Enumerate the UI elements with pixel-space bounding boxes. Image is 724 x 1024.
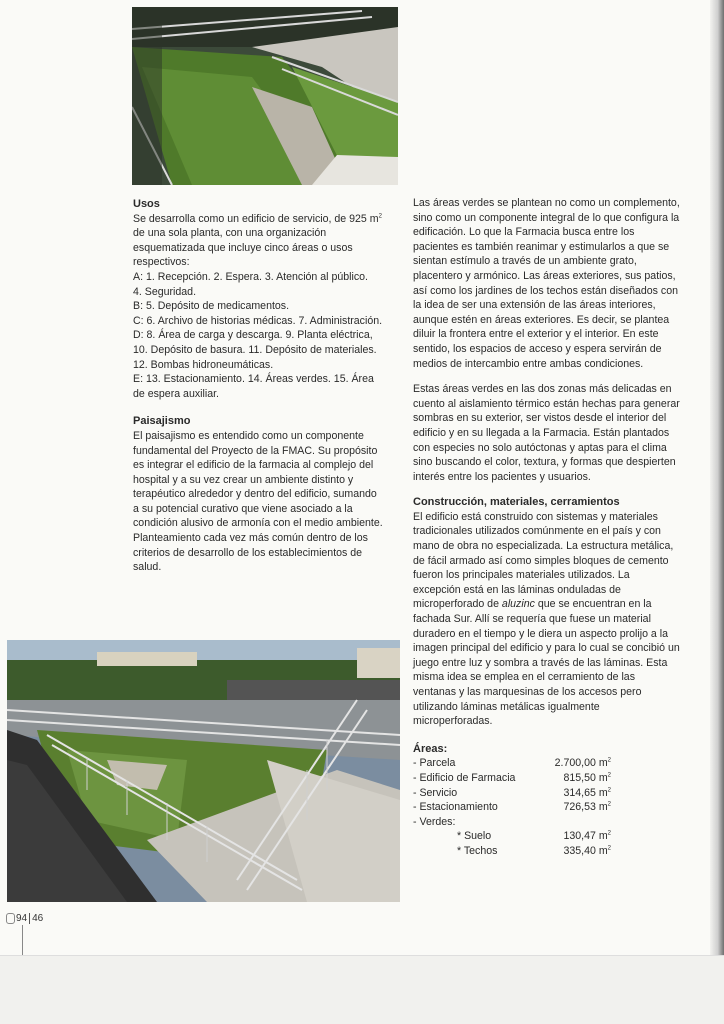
page-binding-edge xyxy=(710,0,724,1023)
area-label: - Estacionamiento xyxy=(413,801,498,814)
folio-right: 46 xyxy=(32,913,44,925)
garden-railings-photo xyxy=(7,640,400,902)
area-label: - Servicio xyxy=(413,786,458,799)
usos-intro-sup: 2 xyxy=(378,213,382,220)
area-value xyxy=(563,829,611,844)
usos-group-a: A: 1. Recepción. 2. Espera. 3. Atención al público. xyxy=(133,270,368,283)
usos-intro-part1: Se desarrolla como un edificio de servicio, de 925 m xyxy=(133,212,379,225)
right-text-column xyxy=(413,196,680,859)
publisher-logo-icon xyxy=(6,913,15,924)
sombras-paragraph: Estas áreas verdes en las dos zonas más delicadas en cuento al aislamiento térmico están hechas para generar sombras en su exterior, ser vistos desde el interior del edificio y en su llegada a la Farmacia. Están plantados con especies no solo autóctonas y aptas para el clima sino buscando el color, textura, y formas que despierten interés entre los pacientes y usuarios. xyxy=(413,383,680,483)
construccion-text-a: El edificio está construido con sistemas y materiales tradicionales utilizados comúnmente en el país y con mano de obra no especializada. La estructura metálica, de fácil armado así como simples bloques de cemento fueron los principales materiales utilizados. La excepción está en las láminas onduladas de microperforado de xyxy=(413,510,674,611)
construccion-heading: Construcción, materiales, cerramientos xyxy=(413,496,620,509)
construccion-text-b: que se encuentran en la fachada Sur. Allí se requería que fuese un material duradero en el tiempo y le diera un aspecto prolijo a la imagen principal del edificio y para lo cual se concibió un juego entre luz y sombra a través de las láminas. Esta misma idea se emplea en el cerramiento de las ventanas y las marquesinas de los accesos pero utilizando láminas metálicas igualmente microperforadas. xyxy=(413,598,680,728)
area-value-number: 726,53 xyxy=(563,801,599,814)
area-value xyxy=(563,800,611,815)
area-label: * Techos xyxy=(457,844,498,857)
area-value-unit-sup: 2 xyxy=(607,757,611,764)
paisajismo-text: El paisajismo es entendido como un componente fundamental del Proyecto de la FMAC. Su propósito es integrar el edificio de la farmacia al complejo del hospital y a su vez crear un ambiente distinto y terapéutico alrededor y dentro del edificio, sumando a su potencial curativo que viene asociado a la condición alusivo de armonía con el medio ambiente. Planteamiento cada vez más común dentro de los criterios de desarrollo de los establecimientos de salud. xyxy=(133,429,383,574)
footer-rule xyxy=(22,925,23,955)
usos-group-c: C: 6. Archivo de historias médicas. 7. Administración. xyxy=(133,314,383,327)
area-row xyxy=(413,786,611,801)
rooftop-garden-photo xyxy=(132,7,398,185)
area-value-unit: m xyxy=(598,771,608,784)
area-row xyxy=(413,800,611,815)
usos-group-b: B: 5. Depósito de medicamentos. xyxy=(133,300,290,313)
area-row xyxy=(413,844,611,859)
area-row xyxy=(413,829,611,844)
usos-heading: Usos xyxy=(133,198,160,210)
areas-verdes-paragraph: Las áreas verdes se plantean no como un complemento, sino como un componente integral de lo que configura la edificación. Lo que la Farmacia busca entre los pacientes es también reanimar y estimularlos a que se sientan estímulo a través de un ambiente grato, placentero y armónico. Las áreas exteriores, sus patios, así como los jardines de los techos están diseñados con la idea de ser una extensión de las áreas interiores, aunque estén en áreas exteriores. Es decir, se plantea diluir la frontera entre el exterior y el interior. En este sentido, los espacios de acceso y espera servirán de medios de intercambio entre ambas condiciones. xyxy=(413,197,680,370)
area-value-unit-sup: 2 xyxy=(607,787,611,794)
area-value-unit: m xyxy=(598,786,608,799)
area-value-number: 314,65 xyxy=(563,786,599,799)
area-value xyxy=(563,771,611,786)
usos-group-a-cont: 4. Seguridad. xyxy=(133,285,197,298)
construccion-text-italic: aluzinc xyxy=(501,598,535,611)
area-value-unit: m xyxy=(598,757,608,770)
area-value-unit: m xyxy=(598,844,608,857)
paisajismo-heading: Paisajismo xyxy=(133,415,191,428)
construccion-text xyxy=(413,510,680,729)
scan-bottom-margin xyxy=(0,955,724,1024)
area-row xyxy=(413,815,611,830)
area-label: - Parcela xyxy=(413,757,456,770)
usos-group-e: E: 13. Estacionamiento. 14. Áreas verdes. 15. Área de espera auxiliar. xyxy=(133,373,374,400)
area-label: * Suelo xyxy=(457,830,492,843)
usos-intro xyxy=(133,212,385,270)
area-value-unit-sup: 2 xyxy=(607,801,611,808)
page-numbers xyxy=(6,913,43,924)
folio-left: 94 xyxy=(16,913,28,925)
area-row xyxy=(413,756,611,771)
area-value xyxy=(563,786,611,801)
area-value-number: 815,50 xyxy=(563,771,599,784)
usos-group-d: D: 8. Área de carga y descarga. 9. Planta eléctrica, 10. Depósito de basura. 11. Depósito de materiales. 12. Bombas hidroneumáticas. xyxy=(133,329,377,371)
area-value-number: 130,47 xyxy=(563,830,599,843)
area-value-unit: m xyxy=(598,801,608,814)
left-text-column xyxy=(133,197,385,575)
area-value-unit-sup: 2 xyxy=(607,830,611,837)
areas-heading: Áreas: xyxy=(413,742,448,755)
area-value-number: 2.700,00 xyxy=(554,757,599,770)
area-value-unit: m xyxy=(598,830,608,843)
folio-divider xyxy=(29,913,30,924)
area-value-unit-sup: 2 xyxy=(607,772,611,779)
area-row xyxy=(413,771,611,786)
area-value-number: 335,40 xyxy=(563,844,599,857)
area-label: - Verdes: xyxy=(413,815,456,828)
area-value xyxy=(563,844,611,859)
area-value-unit-sup: 2 xyxy=(607,845,611,852)
area-label: - Edificio de Farmacia xyxy=(413,771,516,784)
area-value xyxy=(555,756,611,771)
usos-intro-part2: de una sola planta, con una organización esquematizada que incluye cinco áreas o usos respectivos: xyxy=(133,227,353,269)
areas-list xyxy=(413,756,680,858)
